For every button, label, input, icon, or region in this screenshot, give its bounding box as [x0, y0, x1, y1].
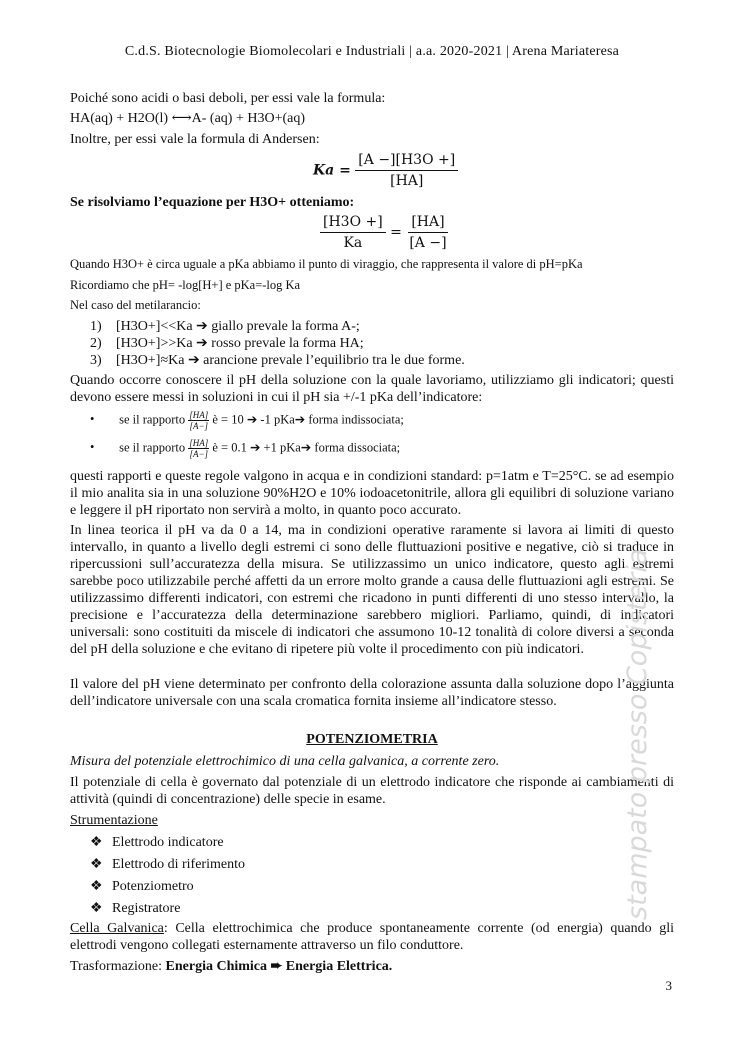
- formula-left-denominator: Ka: [343, 235, 363, 251]
- list-item: [90, 335, 364, 352]
- solve-intro: Se risolviamo l’equazione per H3O+ otteniamo:: [70, 195, 355, 210]
- ratio-den: [A−]: [189, 421, 209, 431]
- cella-text: : Cella elettrochimica che produce spontaneamente corrente (od energia) quando gli elettrodi vengono collegati esternamente attraverso un filo conduttore.: [70, 921, 674, 953]
- andersen-formula: [313, 152, 458, 189]
- ratio-bullet: [90, 410, 674, 431]
- indicator-paragraph: Quando occorre conoscere il pH della soluzione con la quale lavoriamo, utilizziamo gli indicatori; questi devono essere messi in soluzioni in cui il pH sia +/-1 pKa dell’indicatore:: [70, 373, 674, 405]
- instrument-label: Registratore: [112, 901, 181, 916]
- list-text: [H3O+]≈Ka ➔ arancione prevale l’equilibrio tra le due forme.: [116, 353, 465, 368]
- ratio-num: [HA]: [189, 438, 209, 448]
- page-number: 3: [665, 978, 672, 993]
- andersen-intro: Inoltre, per essi vale la formula di Andersen:: [70, 132, 320, 147]
- strumentazione-label: Strumentazione: [70, 813, 158, 828]
- diamond-bullet-icon: ❖: [90, 879, 103, 894]
- list-text: [H3O+]>>Ka ➔ rosso prevale la forma HA;: [116, 336, 364, 351]
- instrument-item: [90, 878, 194, 895]
- formula-right-numerator: [HA]: [408, 214, 447, 233]
- list-item: [90, 318, 360, 335]
- ratio-post: è = 10 ➔ -1 pKa➔ forma indissociata;: [212, 412, 404, 427]
- formula-left-numerator: [H3O +]: [320, 214, 386, 233]
- h3o-formula: [320, 214, 450, 251]
- trasformazione-line: [70, 958, 674, 975]
- instrument-label: Elettrodo indicatore: [112, 835, 224, 850]
- ratio-pre: se il rapporto: [119, 412, 186, 427]
- ratio-fraction: [188, 410, 209, 431]
- formula-numerator: [A −][H3O +]: [355, 152, 458, 171]
- metilarancio-intro: Nel caso del metilarancio:: [70, 298, 201, 312]
- viraggio-text: Quando H3O+ è circa uguale a pKa abbiamo il punto di viraggio, che rappresenta il valore di pH=pKa: [70, 257, 583, 271]
- universal-indicators-paragraph: In linea teorica il pH va da 0 a 14, ma in condizioni operative raramente si lavora ai limiti di questo intervallo, in quanto a livello degli estremi ci sono delle fluttuazioni positive e negative, ciò si traduce in ripercussioni sull’accuratezza della misura. Se utilizzassimo un unico indicatore, questo agli estremi sarebbe poco utilizzabile perché affetti da un errore molto grande a causa delle fluttuazioni agli estremi. Se utilizzassimo differenti indicatori, con estremi che ricadono in punti differenti di uno stesso intervallo, la precisione e l’accuratezza della determinazione sarebbero migliori. Parliamo, quindi, di indicatori universali: sono costituiti da miscele di indicatori che assumono 10-12 tonalità di colore diversi a seconda del pH della soluzione e che evitano di ripetere più volte il procedimento con più indicatori.: [70, 523, 674, 657]
- diamond-bullet-icon: ❖: [90, 857, 103, 872]
- page-header: C.d.S. Biotecnologie Biomolecolari e Industriali | a.a. 2020-2021 | Arena Mariateresa: [124, 44, 620, 59]
- instrument-label: Elettrodo di riferimento: [112, 857, 245, 872]
- ratio-num: [HA]: [189, 410, 209, 420]
- section-title: POTENZIOMETRIA: [306, 732, 438, 747]
- ratio-bullet: [90, 438, 674, 459]
- trasf-label: Trasformazione:: [70, 959, 163, 974]
- formula-fraction: [355, 152, 458, 189]
- list-index: 1): [90, 319, 102, 334]
- ratio-den: [A−]: [189, 449, 209, 459]
- formula-right-denominator: [A −]: [409, 235, 447, 251]
- instrument-item: [90, 834, 224, 851]
- ph-definition: Ricordiamo che pH= -log[H+] e pKa=-log Ka: [70, 278, 301, 292]
- list-text: [H3O+]<<Ka ➔ giallo prevale la forma A-;: [116, 319, 360, 334]
- instrument-item: [90, 900, 180, 917]
- watermark: stampato presso Copisteria: [622, 548, 653, 920]
- formula-left-fraction: [320, 214, 386, 251]
- ph-determination-paragraph: Il valore del pH viene determinato per confronto della colorazione assunta dalla soluzione dopo l’aggiunta dell’indicatore universale con una scala cromatica fornita insieme all’indicatore stesso.: [70, 677, 674, 709]
- instrument-label: Potenziometro: [112, 879, 194, 894]
- reaction-equation: HA(aq) + H2O(l) ⟷A- (aq) + H3O+(aq): [70, 111, 306, 126]
- bullet-dot: •: [90, 412, 95, 427]
- formula-right-fraction: [406, 214, 449, 251]
- cella-galvanica-paragraph: [70, 920, 674, 954]
- cell-potential-paragraph: Il potenziale di cella è governato dal potenziale di un elettrodo indicatore che risponde ai cambiamenti di attività (quindi di concentrazione) delle specie in esame.: [70, 775, 674, 807]
- list-index: 3): [90, 353, 102, 368]
- intro-text: Poiché sono acidi o basi deboli, per essi vale la formula:: [70, 91, 386, 106]
- ratio-post: è = 0.1 ➔ +1 pKa➔ forma dissociata;: [212, 440, 401, 455]
- formula-denominator: [HA]: [390, 173, 424, 189]
- conditions-paragraph: questi rapporti e queste regole valgono in acqua e in condizioni standard: p=1atm e T=25°C. se ad esempio il mio analita sia in una soluzione 90%H2O e 10% iodoacetonitrile, allora gli equilibri di soluzione variano e leggere il pH riportato non servirà a molto, in quanto poco accurato.: [70, 469, 674, 518]
- instrument-item: [90, 856, 245, 873]
- cella-label: Cella Galvanica: [70, 921, 164, 936]
- formula-equals: =: [390, 224, 402, 241]
- section-subtitle: Misura del potenziale elettrochimico di una cella galvanica, a corrente zero.: [70, 754, 500, 769]
- ratio-pre: se il rapporto: [119, 440, 186, 455]
- diamond-bullet-icon: ❖: [90, 835, 103, 850]
- list-item: [90, 352, 465, 369]
- formula-lhs: Ka =: [313, 162, 351, 179]
- trasf-value: Energia Chimica ➨ Energia Elettrica.: [165, 959, 393, 974]
- list-index: 2): [90, 336, 102, 351]
- bullet-dot: •: [90, 440, 95, 455]
- diamond-bullet-icon: ❖: [90, 901, 103, 916]
- ratio-fraction: [188, 438, 209, 459]
